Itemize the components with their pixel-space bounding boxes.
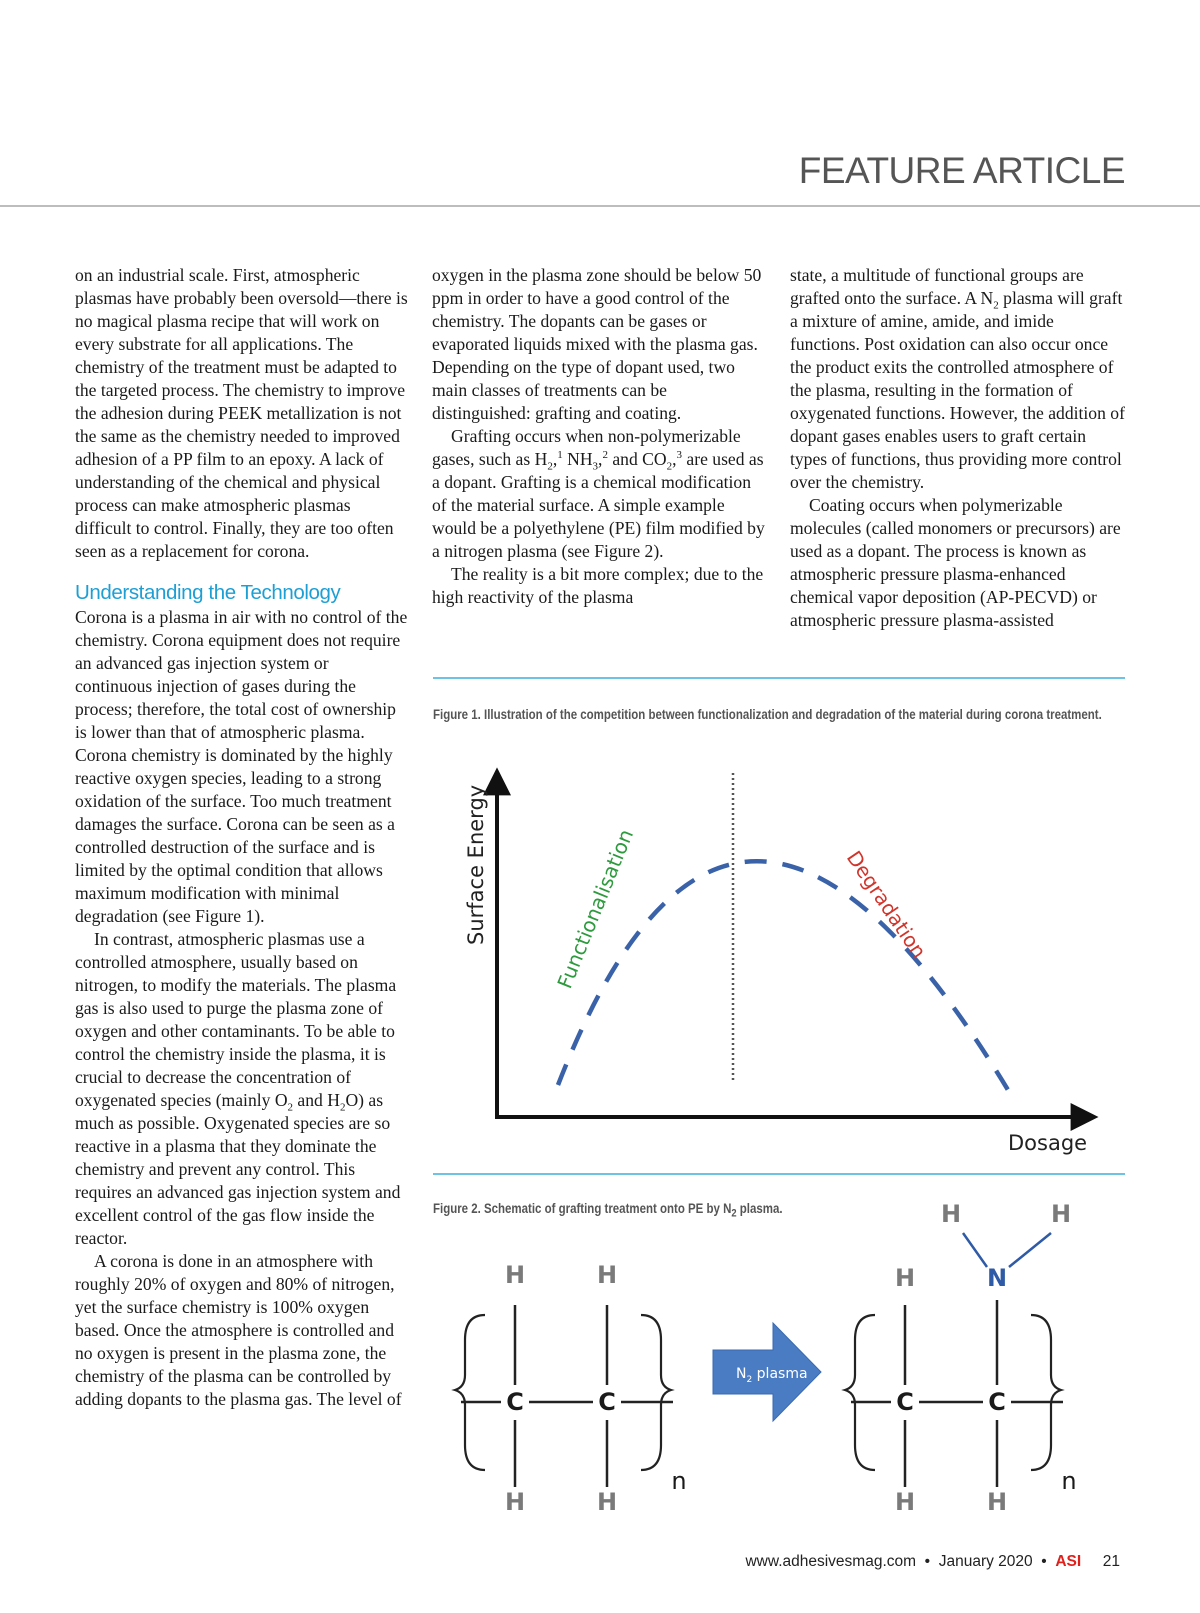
svg-text:N2 plasma: $N_2$ plasma <box>736 1366 808 1385</box>
figure-1-chart <box>433 755 1133 1155</box>
text-column-1 <box>75 264 410 1411</box>
hydrogen-atom: H <box>1050 1200 1072 1228</box>
carbon-atom: C <box>896 1388 914 1416</box>
website-link[interactable]: www.adhesivesmag.com <box>745 1553 917 1570</box>
x-axis-label: Dosage <box>1008 1131 1088 1155</box>
repeat-unit-n: n <box>1061 1467 1077 1495</box>
header-divider <box>0 205 1200 207</box>
paragraph: In contrast, atmospheric plasmas use a controlled atmosphere, usually based on nitrogen, to modify the materials. The plasma gas is also used to purge the plasma zone of oxygen and other contaminants. To be able to control the chemistry inside the plasma, it is crucial to decrease the concentration of oxygenated species (mainly $O_2$ and $H_2O$) as much as possible. Oxygenated species are so reactive in a plasma that they dominate the chemistry and prevent any control. This requires an advanced gas injection system and excellent control of the gas flow inside the reactor. <box>75 929 401 1248</box>
paragraph: Grafting occurs when non-polymerizable gases, such as $H_2,^1$ $NH_3,^2$ and $CO_2,^3$ are used as a dopant. Grafting is a chemical modification of the material surface. A simple example would be a polyethylene (PE) film modified by a nitrogen plasma (see Figure 2). <box>432 426 765 561</box>
hydrogen-atom: H <box>596 1261 618 1289</box>
section-heading: Understanding the Technology <box>75 581 341 604</box>
footer-bullet: • <box>924 1553 931 1570</box>
text-column-3 <box>790 264 1125 632</box>
hydrogen-atom: H <box>894 1488 916 1516</box>
section-title: FEATURE ARTICLE <box>798 150 1125 191</box>
grafted-pe-monomer <box>845 1200 1077 1516</box>
hydrogen-atom: H <box>940 1200 962 1228</box>
figure-2-top-rule <box>433 1173 1125 1175</box>
paragraph: state, a multitude of functional groups are grafted onto the surface. A $N_2$ plasma will graft a mixture of amine, amide, and imide functions. Post oxidation can also occur once the product exits the controlled atmosphere of the plasma, resulting in the formation of oxygenated functions. However, the addition of dopant gases enables users to graft certain types of functions, thus providing more control over the chemistry. <box>790 265 1125 492</box>
nitrogen-atom: N <box>986 1264 1008 1292</box>
figure-1-top-rule <box>433 677 1125 679</box>
page-footer <box>745 1553 1120 1571</box>
hydrogen-atom: H <box>504 1488 526 1516</box>
functionalisation-label: Functionalisation <box>552 825 639 992</box>
hydrogen-atom: H <box>596 1488 618 1516</box>
footer-bullet: • <box>1041 1553 1047 1570</box>
paragraph: A corona is done in an atmosphere with roughly 20% of oxygen and 80% of nitrogen, yet the surface chemistry is 100% oxygen based. Once the atmosphere is controlled and no oxygen is present in the plasma zone, the chemistry of the plasma can be controlled by adding dopants to the plasma gas. The level of <box>75 1251 402 1409</box>
hydrogen-atom: H <box>894 1264 916 1292</box>
paragraph: on an industrial scale. First, atmospheric plasmas have probably been oversold—there is no magical plasma recipe that will work on every substrate for all applications. The chemistry of the treatment must be adapted to the targeted process. The chemistry to improve the adhesion during PEEK metallization is not the same as the chemistry needed to improved adhesion of a PP film to an epoxy. A lack of understanding of the chemical and physical process can make atmospheric plasmas difficult to control. Finally, they are too often seen as a replacement for corona. <box>75 265 408 561</box>
issue-date: January 2020 <box>938 1553 1033 1570</box>
carbon-atom: C <box>988 1388 1006 1416</box>
surface-energy-curve <box>558 861 1008 1090</box>
paragraph: Corona is a plasma in air with no control of the chemistry. Corona equipment does not require an advanced gas injection system or continuous injection of gases during the process; therefore, the total cost of ownership is lower than that of atmospheric plasma. Corona chemistry is dominated by the highly reactive oxygen species, leading to a strong oxidation of the surface. Too much treatment damages the surface. Corona can be seen as a controlled destruction of the surface and is limited by the optimal condition that allows maximum modification with minimal degradation (see Figure 1). <box>75 607 408 926</box>
figure-2-caption: Figure 2. Schematic of grafting treatment onto PE by $N_2$ plasma. <box>433 1201 783 1220</box>
carbon-atom: C <box>506 1388 524 1416</box>
figure-1-caption: Figure 1. Illustration of the competition between functionalization and degradation of the material during corona treatment. <box>433 707 1102 722</box>
paragraph: Coating occurs when polymerizable molecules (called monomers or precursors) are used as a dopant. The process is known as atmospheric pressure plasma-enhanced chemical vapor deposition (AP-PECVD) or atmospheric pressure plasma-assisted <box>790 495 1121 630</box>
n2-plasma-arrow <box>713 1323 821 1421</box>
hydrogen-atom: H <box>986 1488 1008 1516</box>
page-number: 21 <box>1102 1553 1120 1570</box>
degradation-label: Degradation <box>841 846 932 963</box>
paragraph: The reality is a bit more complex; due to the high reactivity of the plasma <box>432 564 764 607</box>
repeat-unit-n: n <box>671 1467 687 1495</box>
hydrogen-atom: H <box>504 1261 526 1289</box>
brand-name: ASI <box>1055 1553 1082 1570</box>
text-column-2 <box>432 264 767 609</box>
carbon-atom: C <box>598 1388 616 1416</box>
paragraph: oxygen in the plasma zone should be below 50 ppm in order to have a good control of the chemistry. The dopants can be gases or evaporated liquids mixed with the plasma gas. Depending on the type of dopant used, two main classes of treatments can be distinguished: grafting and coating. <box>432 265 762 423</box>
y-axis-label: Surface Energy <box>464 784 488 945</box>
